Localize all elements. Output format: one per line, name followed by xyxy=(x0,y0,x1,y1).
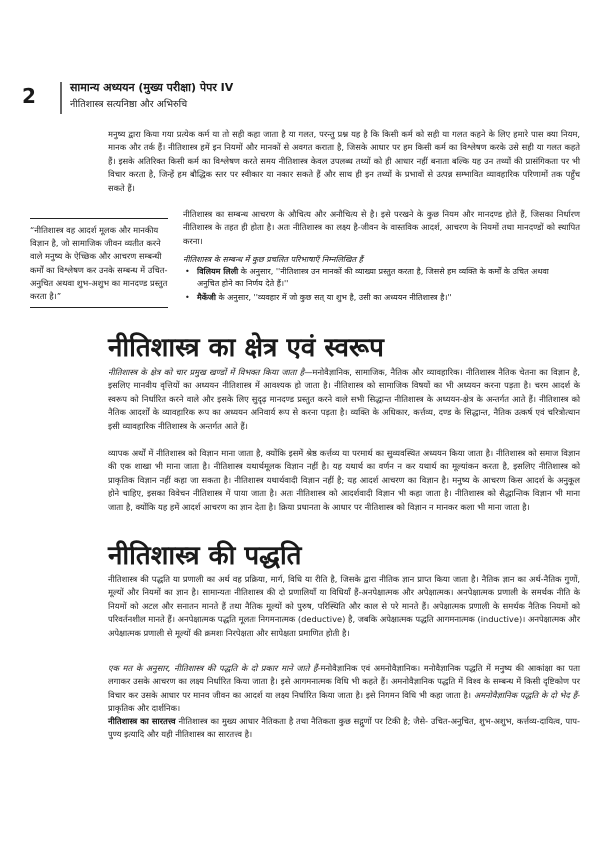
scope-body-text: —मनोवैज्ञानिक, सामाजिक, नैतिक और व्यावहारिक। नीतिशास्त्र नैतिक चेतना का विज्ञान है, इसलिए मानवीय वृत्तियों का अध्ययन नीतिशास्त्र में आवश्यक हो जाता है। नीतिशास्त्र को सामाजिक विषयों का भी अध्ययन करना पड़ता है। चरम आदर्श के स्वरूप को निर्धारित करने वाले और इसके लिए सुदृढ़ मानदण्ड प्रस्तुत करने वाले सभी सिद्धान्त नीतिशास्त्र के अध्ययन-क्षेत्र के अन्तर्गत आते हैं। नीतिशास्त्र को नैतिक आदर्शों के व्यावहारिक रूप का अध्ययन अनिवार्य रूप से करना पड़ता है। व्यक्ति के अधिकार, कर्त्तव्य, दण्ड के सिद्धान्त, नैतिक उत्कर्ष एवं चरित्रोत्थान इसी व्यावहारिक नीतिशास्त्र के अन्तर्गत आते हैं। xyxy=(108,367,580,431)
section-heading-scope: नीतिशास्त्र का क्षेत्र एवं स्वरूप xyxy=(108,333,384,363)
list-item xyxy=(183,266,573,290)
chapter-title: नीतिशास्त्र सत्यनिष्ठा और अभिरुचि xyxy=(70,99,188,110)
section-heading-method: नीतिशास्त्र की पद्धति xyxy=(108,541,302,571)
definition-text: के अनुसार, ''व्यवहार में जो कुछ सत् या शुभ है, उसी का अध्ययन नीतिशास्त्र है।'' xyxy=(215,293,452,302)
essence-body-text: नीतिशास्त्र का मुख्य आधार नैतिकता है तथा नैतिकता कुछ सद्गुणों पर टिकी है; जैसे- उचित-अनुचित, शुभ-अशुभ, कर्त्तव्य-दायित्व, पाप-पुण्य इत्यादि और यही नीतिशास्त्र का सारतत्त्व है। xyxy=(108,716,580,740)
method-italic-text: अमनोवैज्ञानिक पद्धति के दो भेद हैं xyxy=(473,689,577,700)
definitions-title: नीतिशास्त्र के सम्बन्ध में कुछ प्रचलित परिभाषाएँ निम्नलिखित हैं xyxy=(183,255,363,264)
list-item xyxy=(183,292,573,304)
method-end-text: -प्राकृतिक और दार्शनिक। xyxy=(108,689,580,714)
page-number: 2 xyxy=(22,84,36,108)
definitions-list xyxy=(183,266,573,306)
essence-lead-text: नीतिशास्त्र का सारतत्त्व xyxy=(108,716,176,726)
method-paragraph-1: नीतिशास्त्र की पद्धति या प्रणाली का अर्थ वह प्रक्रिया, मार्ग, विधि या रीति है, जिसके द्वारा नीतिक ज्ञान प्राप्त किया जाता है। नैतिक ज्ञान का अर्थ-नैतिक गुणों, मूल्यों और नियमों का ज्ञान है। सामान्यतः नीतिशास्त्र की दो प्रणालियाँ या विधियाँ हैं-अनपेक्षात्मक और अपेक्षात्मक। अनपेक्षात्मक प्रणाली के समर्थक नीति के नियमों को अटल और सनातन मानते हैं तथा नैतिक मूल्यों को पुरुष, परिस्थिति और काल से परे मानते हैं। अपेक्षात्मक प्रणाली के समर्थक नैतिक नियमों को परिवर्तनशील मानते हैं। अनपेक्षात्मक पद्धति मूलतः निगमनात्मक (deductive) है, जबकि अपेक्षात्मक पद्धति आगमनात्मक (inductive)। अनपेक्षात्मक और अपेक्षात्मक प्रणाली से मूल्यों की क्रमशः निरपेक्षता और सापेक्षता प्रमाणित होती है। xyxy=(108,574,580,638)
intro-paragraph: मनुष्य द्वारा किया गया प्रत्येक कर्म या तो सही कहा जाता है या गलत, परन्तु प्रश्न यह है कि किसी कर्म को सही या गलत कहने के लिए हमारे पास क्या नियम, मानक और तर्क हैं। नीतिशास्त्र हमें इन नियमों और मानकों से अवगत कराता है, जिसके आधार पर हम किसी कर्म का विश्लेषण करके उसे सही या गलत कहते हैं। इसके अतिरिक्त किसी कर्म का विश्लेषण करते समय नीतिशास्त्र केवल उपलब्ध तथ्यों को ही आधार नहीं बनाता बल्कि यह उन तथ्यों की प्रासंगिकता पर भी विचार करता है, जिन्हें हम बौद्धिक स्तर पर स्वीकार या नकार सकते हैं और साथ ही इन तथ्यों के प्रभावों से उत्पन्न सम्भावित व्यावहारिक परिणामों तक पहुँच सकते हैं। xyxy=(108,129,580,193)
essence-paragraph xyxy=(108,715,580,742)
relation-paragraph: नीतिशास्त्र का सम्बन्ध आचरण के औचित्य और अनौचित्य से है। इसे परखने के कुछ नियम और मानदण्ड होते हैं, जिसका निर्धारण नीतिशास्त्र के तहत ही होता है। अतः नीतिशास्त्र का लक्ष्य है-जीवन के वास्तविक आदर्श, आचरण के नियमों तथा मानदण्डों को स्थापित करना। xyxy=(183,209,580,246)
scope-lead-text: नीतिशास्त्र के क्षेत्र को चार प्रमुख खण्डों में विभक्त किया जाता है xyxy=(108,367,305,377)
pull-quote: “नीतिशास्त्र वह आदर्श मूलक और मानकीय विज्ञान है, जो सामाजिक जीवन व्यतीत करने वाले मनुष्य के ऐच्छिक और आचरण सम्बन्धी कर्मों का विश्लेषण कर उनके सम्बन्ध में उचित-अनुचित अथवा शुभ-अशुभ का मानदण्ड प्रस्तुत करता है।” xyxy=(30,218,168,308)
author-name: मैकेंजी xyxy=(197,293,216,302)
author-name: विलियम लिली xyxy=(197,267,239,276)
method-paragraph-2 xyxy=(108,662,580,716)
page-header xyxy=(22,80,582,116)
header-divider xyxy=(60,82,62,114)
book-title: सामान्य अध्ययन (मुख्य परीक्षा) पेपर IV xyxy=(70,81,234,94)
method-body-text: -मनोवैज्ञानिक एवं अमनोवैज्ञानिक। मनोवैज्ञानिक पद्धति में मनुष्य की आकांक्षा का पता लगाकर उसके आचरण का लक्ष्य निर्धारित किया जाता है। इसे आगमनात्मक विधि भी कहते हैं। अमनोवैज्ञानिक पद्धति में विश्व के सम्बन्ध में किसी दृष्टिकोण पर विचार कर उसके आधार पर मानव जीवन का आदर्श या लक्ष्य निर्धारित किया जाता है। इसे निगमन विधि भी कहा जाता है। xyxy=(108,663,580,700)
scope-paragraph-1 xyxy=(108,366,580,433)
method-lead-text: एक मत के अनुसार, नीतिशास्त्र की पद्धति के दो प्रकार माने जाते हैं xyxy=(108,663,318,673)
scope-paragraph-2: व्यापक अर्थों में नीतिशास्त्र को विज्ञान माना जाता है, क्योंकि इसमें श्रेष्ठ कर्त्तव्य या परमार्थ का सुव्यवस्थित अध्ययन किया जाता है। नीतिशास्त्र को समाज विज्ञान की एक शाखा भी माना जाता है। नीतिशास्त्र यथार्थमूलक विज्ञान नहीं है। यह यथार्थ का वर्णन न कर यथार्थ का मूल्यांकन करता है, इसलिए नीतिशास्त्र को प्राकृतिक विज्ञान नहीं कहा जा सकता है। नीतिशास्त्र यथार्थवादी विज्ञान नहीं है; यह आदर्श आचरण का विज्ञान है। मनुष्य के आचरण किस आदर्श के अनुकूल होने चाहिए, इसका विवेचन नीतिशास्त्र में पाया जाता है। अतः नीतिशास्त्र को आदर्शवादी विज्ञान भी कहा जाता है। नीतिशास्त्र को सैद्धान्तिक विज्ञान भी माना जाता है, क्योंकि यह हमें आदर्श आचरण का ज्ञान देता है। क्रिया प्रधानता के आधार पर नीतिशास्त्र को विज्ञान न मानकर कला भी माना जाता है। xyxy=(108,448,580,512)
definition-text: के अनुसार, ''नीतिशास्त्र उन मानकों की व्याख्या प्रस्तुत करता है, जिससे हम व्यक्ति के कर्मों के उचित अथवा अनुचित होने का निर्णय देते हैं।'' xyxy=(197,267,549,288)
